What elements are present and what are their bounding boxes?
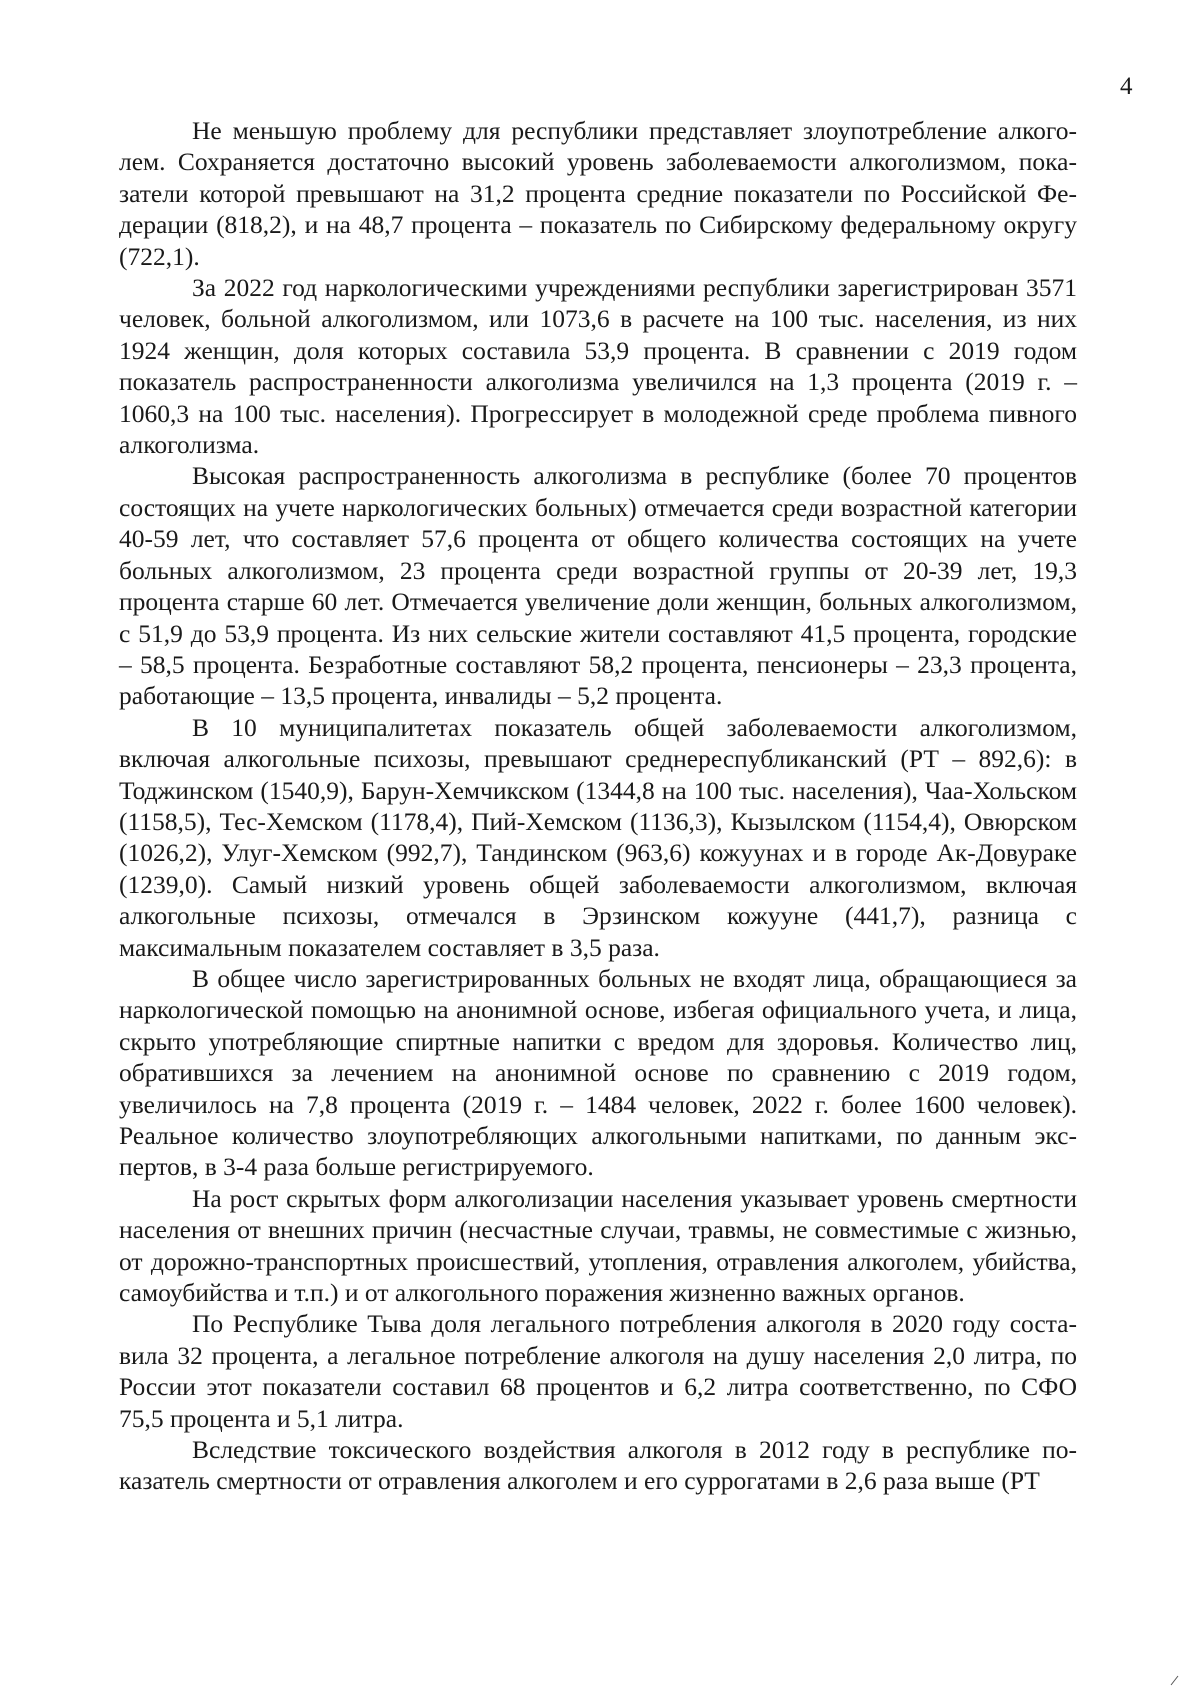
- scan-mark: [1168, 1673, 1182, 1687]
- page-number: 4: [1120, 73, 1133, 100]
- paragraph-2022-registration: За 2022 год наркологическими учреждениями республики зарегистрирован 3571 человек, больной алкоголизмом, или 1073,6 в расчете на 100 тыс. населения, из них 1924 женщин, доля которых составила 53,9 процента. В сравнении с 2019 годом показатель распространенности алкоголизма увеличился на 1,3 процента (2019 г. – 1060,3 на 100 тыс. населения). Прогрессирует в молодежной среде проблема пивного алкоголизма.: [119, 273, 1077, 460]
- paragraph-anonymous-treatment: В общее число зарегистрированных больных не входят лица, обращающиеся за наркологической помощью на анонимной основе, избегая официального учета, и лица, скрыто употребляющие спиртные напитки с вредом для здоровья. Количество лиц, обратившихся за лечением на анонимной основе по сравнению с 2019 годом, увеличилось на 7,8 процента (2019 г. – 1484 человек, 2022 г. более 1600 человек). Реальное количество злоупотребляющих алкогольными напитками, по данным экспертов, в 3-4 раза больше регистрируемого.: [119, 963, 1077, 1182]
- paragraph-municipalities: В 10 муниципалитетах показатель общей заболеваемости алкоголизмом, включая алкогольные психозы, превышают среднереспубликанский (РТ – 892,6): в Тоджинском (1540,9), Барун-Хемчикском (1344,8 на 100 тыс. населения), Чаа-Хольском (1158,5), Тес-Хемском (1178,4), Пий-Хемском (1136,3), Кызылском (1154,4), Овюрском (1026,2), Улуг-Хемском (992,7), Тандинском (963,6) кожуунах и в городе Ак-Довураке (1239,0). Самый низкий уровень общей заболеваемости алкоголизмом, включая алкогольные психозы, отмечался в Эрзинском кожууне (441,7), разница с максимальным показателем составляет в 3,5 раза.: [119, 712, 1077, 962]
- paragraph-alcohol-abuse: Не меньшую проблему для республики представляет злоупотребление алкоголем. Сохраняется достаточно высокий уровень заболеваемости алкоголизмом, показатели которой превышают на 31,2 процента средние показатели по Российской Федерации (818,2), и на 48,7 процента – показатель по Сибирскому федеральному округу (722,1).: [119, 116, 1077, 271]
- body-text: [119, 115, 1077, 1497]
- paragraph-toxic-mortality: Вследствие токсического воздействия алкоголя в 2012 году в республике показатель смертности от отравления алкоголем и его суррогатами в 2,6 раза выше (РТ: [119, 1435, 1077, 1496]
- paragraph-hidden-alcoholism: На рост скрытых форм алкоголизации населения указывает уровень смертности населения от внешних причин (несчастные случаи, травмы, не совместимые с жизнью, от дорожно-транспортных происшествий, утопления, отравления алкоголем, убийства, самоубийства и т.п.) и от алкогольного поражения жизненно важных органов.: [119, 1183, 1077, 1308]
- paragraph-legal-consumption: По Республике Тыва доля легального потребления алкоголя в 2020 году составила 32 процента, а легальное потребление алкоголя на душу населения 2,0 литра, по России этот показатели составил 68 процентов и 6,2 литра соответственно, по СФО 75,5 процента и 5,1 литра.: [119, 1309, 1077, 1433]
- paragraph-age-distribution: Высокая распространенность алкоголизма в республике (более 70 процентов состоящих на учете наркологических больных) отмечается среди возрастной категории 40-59 лет, что составляет 57,6 процента от общего количества состоящих на учете больных алкоголизмом, 23 процента среди возрастной группы от 20-39 лет, 19,3 процента старше 60 лет. Отмечается увеличение доли женщин, больных алкоголизмом, с 51,9 до 53,9 процента. Из них сельские жители составляют 41,5 процента, городские – 58,5 процента. Безработные составляют 58,2 процента, пенсионеры – 23,3 процента, работающие – 13,5 процента, инвалиды – 5,2 процента.: [119, 461, 1077, 711]
